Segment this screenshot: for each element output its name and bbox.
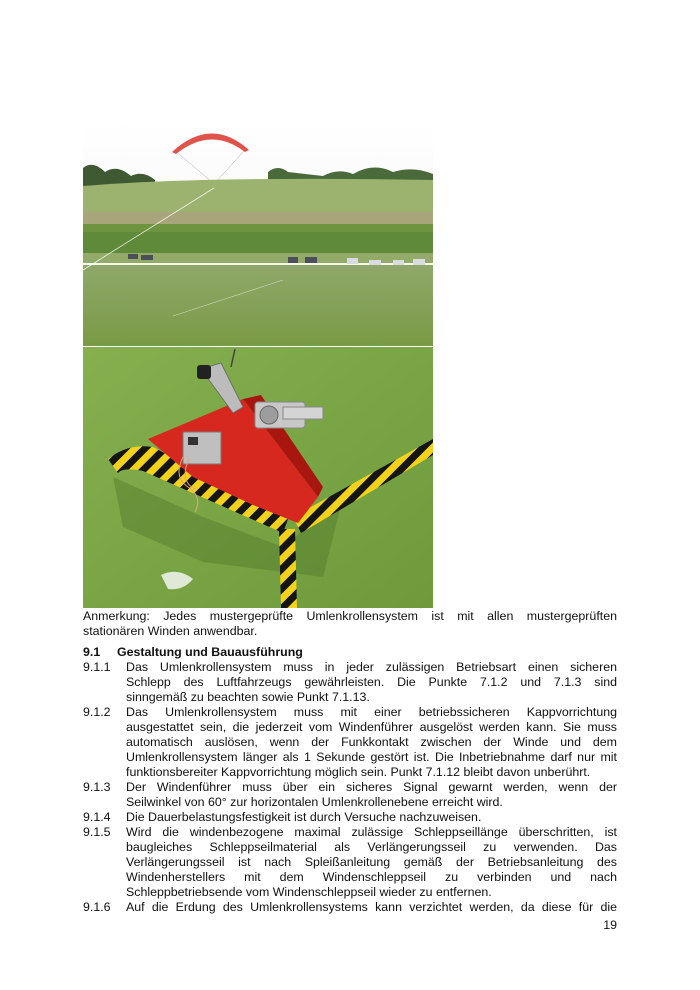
section-title: Gestaltung und Bauausführung: [117, 645, 303, 659]
clause-number: 9.1.5: [83, 825, 111, 839]
clause-9-1-1: [83, 660, 617, 705]
clause-line: Wird die windenbezogene maximal zulässige Schleppseillänge überschritten, ist: [126, 825, 617, 839]
clause-text: [126, 705, 617, 780]
clause-number: 9.1.6: [83, 900, 111, 914]
clause-text: [126, 780, 617, 810]
clause-9-1-4: [83, 810, 617, 825]
section-9-1: [83, 645, 617, 915]
clause-text: [126, 825, 617, 900]
paraglider-photo: [83, 120, 433, 346]
clause-line: Schleppbetriebsende vom Windenschleppseil wieder zu entfernen.: [126, 885, 492, 899]
clause-line: Windenherstellers mit dem Windenschleppseil zu verbinden und nach: [126, 870, 617, 884]
note-line: stationären Winden anwendbar.: [83, 624, 258, 638]
section-number: 9.1: [83, 645, 101, 659]
clause-line: Seilwinkel von 60° zur horizontalen Umlenkrollenebene erreicht wird.: [126, 795, 503, 809]
pulley-device-photo: [83, 347, 433, 608]
note-line: Anmerkung: Jedes mustergeprüfte Umlenkrollensystem ist mit allen mustergeprüften: [83, 609, 617, 623]
clause-text: [126, 900, 617, 915]
clause-9-1-2: [83, 705, 617, 780]
clause-line: Die Dauerbelastungsfestigkeit ist durch Versuche nachzuweisen.: [126, 810, 482, 824]
clause-line: ausgestattet sein, die jederzeit vom Windenführer ausgelöst werden kann. Sie muss: [126, 720, 617, 734]
clause-number: 9.1.2: [83, 705, 111, 719]
clause-line: Auf die Erdung des Umlenkrollensystems kann verzichtet werden, da diese für die: [126, 900, 617, 914]
clause-number: 9.1.3: [83, 780, 111, 794]
clause-9-1-3: [83, 780, 617, 810]
clause-9-1-6: [83, 900, 617, 915]
page-number: 19: [603, 918, 617, 932]
paraglider-field-image: [83, 120, 433, 346]
clause-line: Das Umlenkrollensystem muss mit einer betriebssicheren Kappvorrichtung: [126, 705, 617, 719]
pulley-device-image: [83, 347, 433, 608]
clause-line: Der Windenführer muss über ein sicheres Signal gewarnt werden, wenn der: [126, 780, 617, 794]
clause-text: [126, 660, 617, 705]
clause-line: baugleiches Schleppseilmaterial als Verlängerungsseil zu verwenden. Das: [126, 840, 617, 854]
note-paragraph: [83, 609, 617, 639]
clause-line: funktionsbereiter Kappvorrichtung möglich sein. Punkt 7.1.12 bleibt davon unberührt.: [126, 765, 591, 779]
clause-line: Schlepp des Luftfahrzeugs gewährleisten. Die Punkte 7.1.2 und 7.1.3 sind: [126, 675, 617, 689]
clause-line: Umlenkrollensystem länger als 1 Sekunde gestört ist. Die Inbetriebnahme darf nur mit: [126, 750, 617, 764]
clause-line: Das Umlenkrollensystem muss in jeder zulässigen Betriebsart einen sicheren: [126, 660, 617, 674]
clause-number: 9.1.4: [83, 810, 111, 824]
clause-number: 9.1.1: [83, 660, 111, 674]
section-heading: [83, 645, 617, 660]
clause-line: sinngemäß zu beachten sowie Punkt 7.1.13.: [126, 690, 370, 704]
clause-text: [126, 810, 617, 825]
clause-line: Verlängerungsseil ist nach Spleißanleitung gemäß der Betriebsanleitung des: [126, 855, 617, 869]
clause-line: automatisch auslösen, wenn der Funkkontakt zwischen der Winde und dem: [126, 735, 617, 749]
clause-9-1-5: [83, 825, 617, 900]
